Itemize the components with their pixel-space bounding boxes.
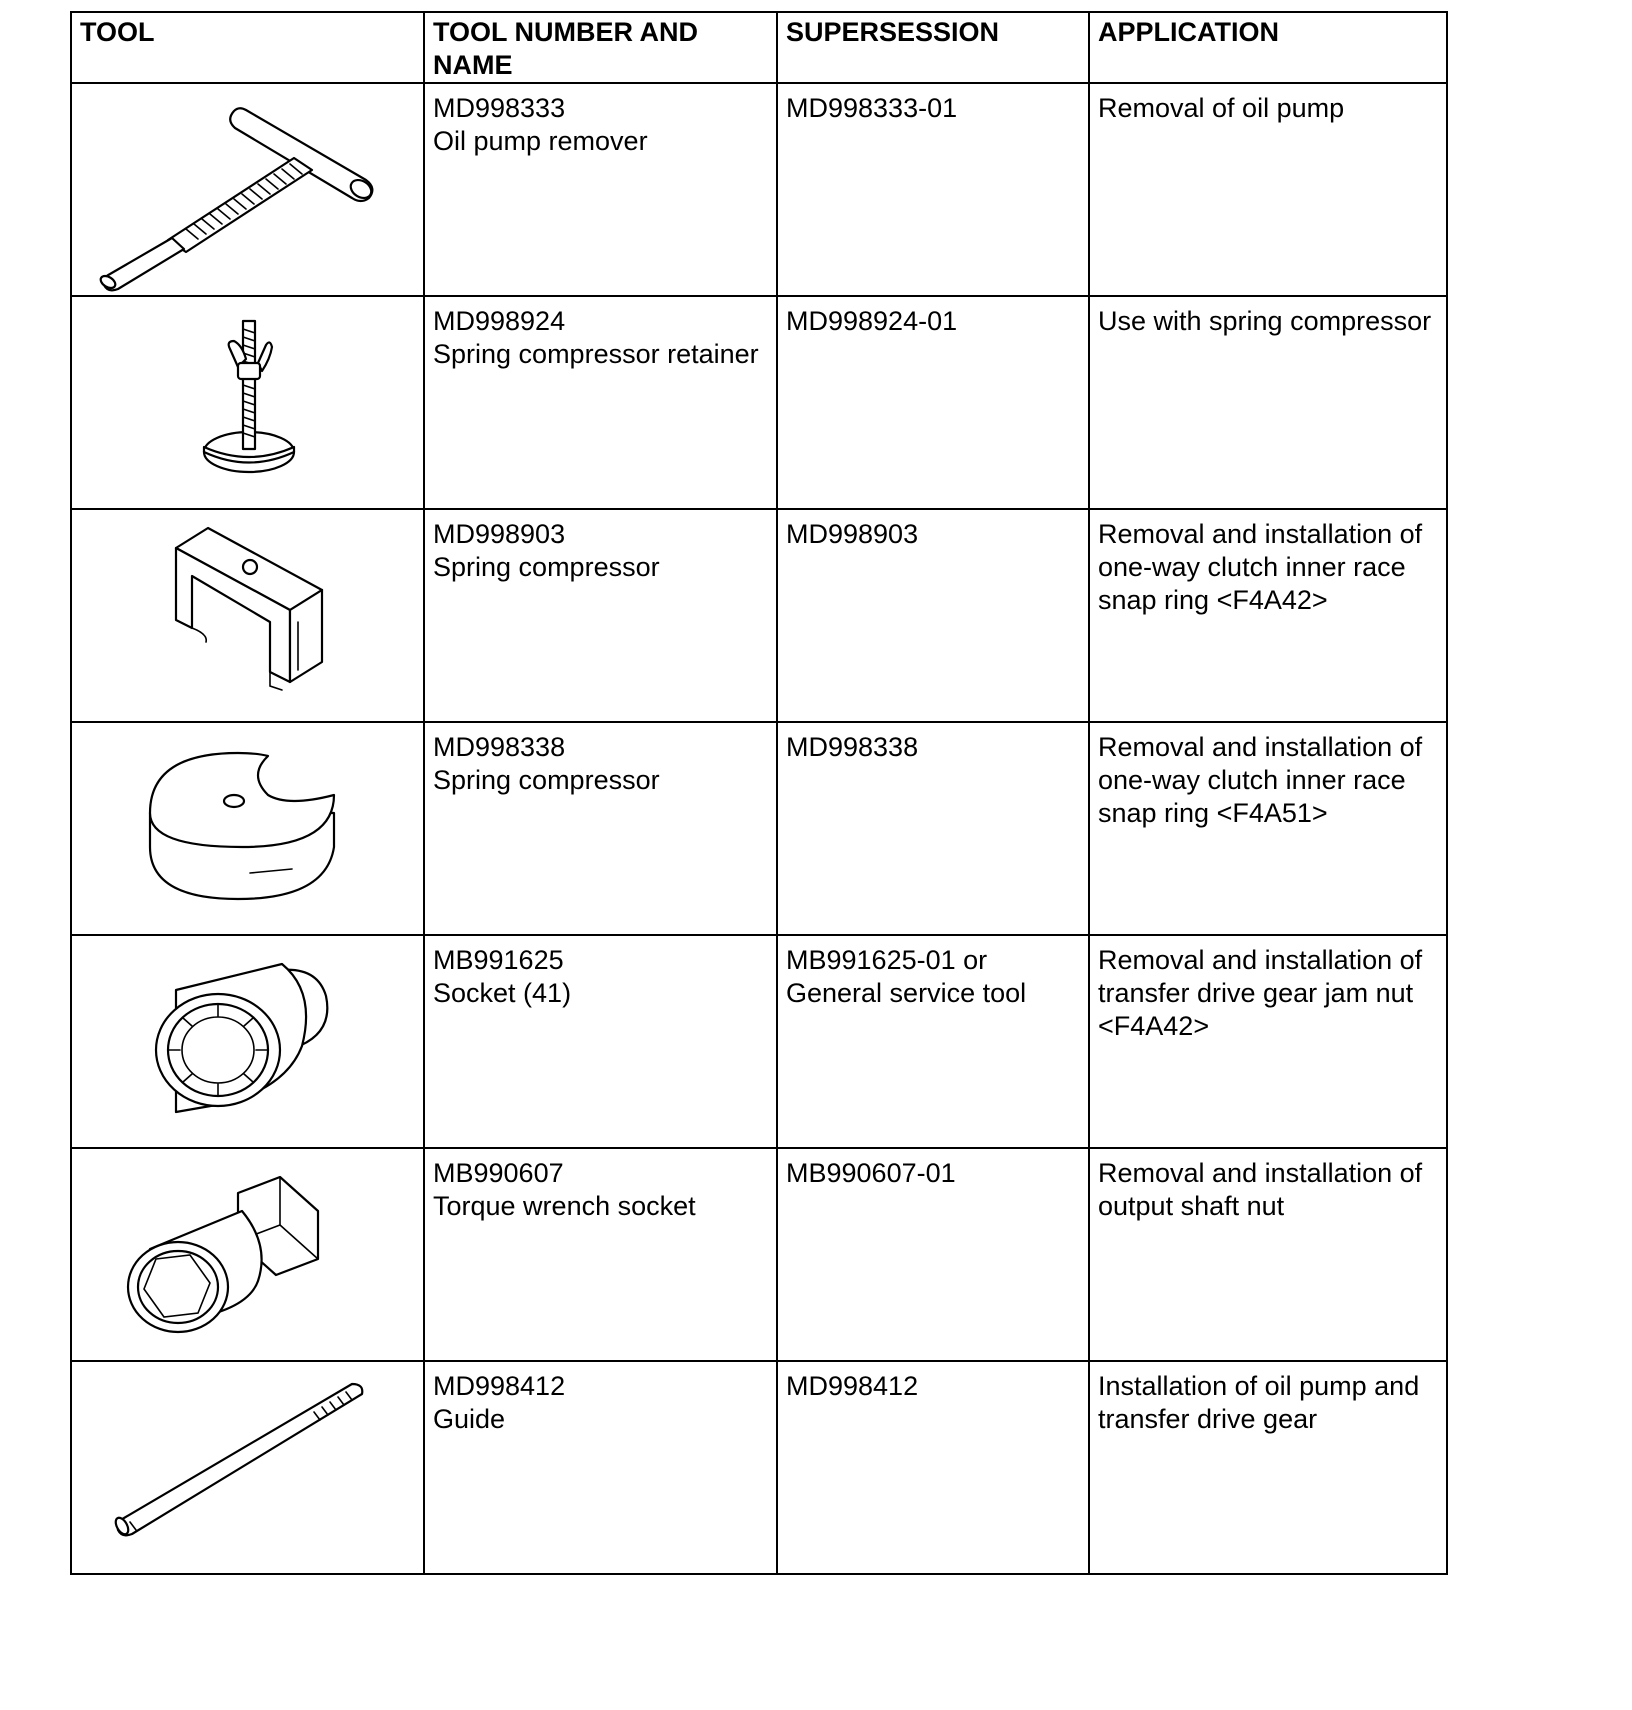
tool-number: MD998903: [433, 519, 566, 549]
tool-number: MD998412: [433, 1371, 566, 1401]
supersession-cell: MD998903: [777, 509, 1089, 722]
torque-wrench-socket-icon: [72, 1149, 423, 1360]
tool-image-cell: [71, 722, 424, 935]
header-supersession: SUPERSESSION: [777, 12, 1089, 83]
tool-number: MD998333: [433, 93, 566, 123]
application-cell: Use with spring compressor: [1089, 296, 1447, 509]
table-row: [71, 1148, 1447, 1361]
table-header-row: [71, 12, 1447, 83]
table-row: [71, 1361, 1447, 1574]
spring-compressor-disc-icon: [72, 723, 423, 934]
tool-name: Spring compressor: [433, 765, 660, 795]
tool-name: Spring compressor: [433, 552, 660, 582]
tool-number-name-cell: [424, 1148, 777, 1361]
tool-name: Torque wrench socket: [433, 1191, 696, 1221]
tool-number-name-cell: [424, 935, 777, 1148]
table-row: [71, 83, 1447, 296]
application-cell: Removal and installation of one-way clutch inner race snap ring <F4A42>: [1089, 509, 1447, 722]
table-row: [71, 722, 1447, 935]
tool-number: MD998924: [433, 306, 566, 336]
tool-number-name-cell: [424, 509, 777, 722]
special-tools-table: [70, 11, 1448, 1575]
tool-number-name-cell: [424, 296, 777, 509]
supersession-cell: MB991625-01 or General service tool: [777, 935, 1089, 1148]
tool-image-cell: [71, 296, 424, 509]
spring-compressor-bracket-icon: [72, 510, 423, 721]
tool-number-name-cell: [424, 1361, 777, 1574]
tool-number: MD998338: [433, 732, 566, 762]
supersession-cell: MD998412: [777, 1361, 1089, 1574]
socket-icon: [72, 936, 423, 1147]
application-cell: Installation of oil pump and transfer drive gear: [1089, 1361, 1447, 1574]
header-tool: TOOL: [71, 12, 424, 83]
tool-image-cell: [71, 83, 424, 296]
tool-name: Spring compressor retainer: [433, 339, 759, 369]
supersession-cell: MD998338: [777, 722, 1089, 935]
application-cell: Removal and installation of one-way clutch inner race snap ring <F4A51>: [1089, 722, 1447, 935]
spring-compressor-retainer-icon: [72, 297, 423, 508]
supersession-cell: MD998333-01: [777, 83, 1089, 296]
application-cell: Removal of oil pump: [1089, 83, 1447, 296]
tool-number: MB990607: [433, 1158, 564, 1188]
tool-name: Oil pump remover: [433, 126, 648, 156]
tool-number: MB991625: [433, 945, 564, 975]
oil-pump-remover-icon: [72, 84, 423, 295]
tool-image-cell: [71, 1148, 424, 1361]
guide-rod-icon: [72, 1362, 423, 1573]
table-row: [71, 509, 1447, 722]
supersession-cell: MD998924-01: [777, 296, 1089, 509]
application-cell: Removal and installation of transfer drive gear jam nut <F4A42>: [1089, 935, 1447, 1148]
application-cell: Removal and installation of output shaft nut: [1089, 1148, 1447, 1361]
header-application: APPLICATION: [1089, 12, 1447, 83]
tool-name: Socket (41): [433, 978, 572, 1008]
tool-number-name-cell: [424, 722, 777, 935]
supersession-cell: MB990607-01: [777, 1148, 1089, 1361]
tool-image-cell: [71, 509, 424, 722]
header-tool-number-name: TOOL NUMBER AND NAME: [424, 12, 777, 83]
tool-image-cell: [71, 935, 424, 1148]
table-row: [71, 935, 1447, 1148]
table-row: [71, 296, 1447, 509]
tool-name: Guide: [433, 1404, 506, 1434]
tool-number-name-cell: [424, 83, 777, 296]
tool-image-cell: [71, 1361, 424, 1574]
